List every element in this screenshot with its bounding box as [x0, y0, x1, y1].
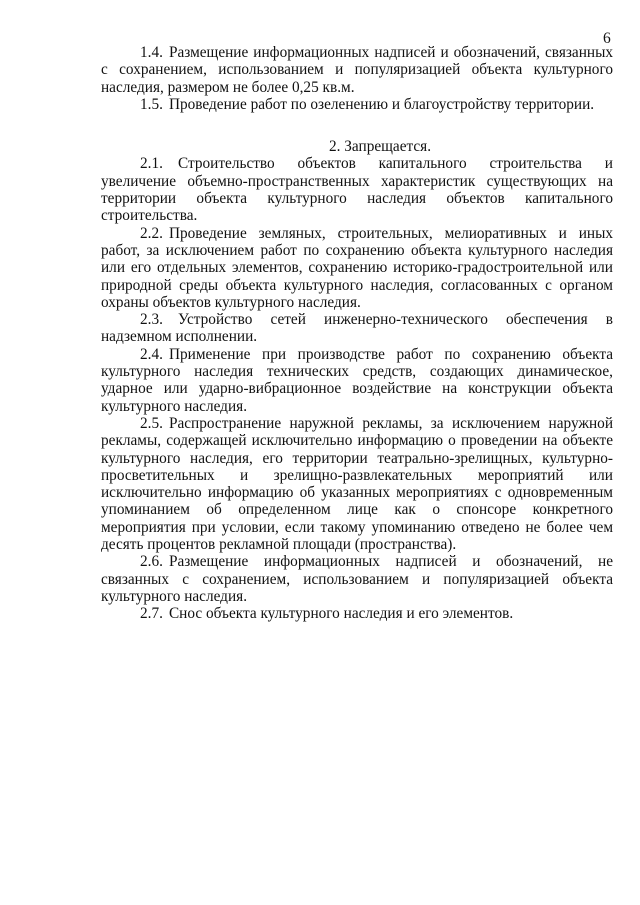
list-item-2-5 [101, 415, 613, 553]
item-text: Снос объекта культурного наследия и его элементов. [168, 605, 514, 623]
item-number: 2.5. [140, 414, 163, 432]
item-number: 2.1. [140, 155, 163, 173]
list-item-2-6 [101, 553, 613, 605]
item-text: Устройство сетей инженерно-технического обеспечения в надземном исполнении. [101, 311, 613, 346]
list-item-1-4 [101, 44, 613, 96]
item-number: 1.4. [140, 44, 163, 61]
list-item-2-7 [101, 605, 613, 622]
item-number: 2.3. [140, 311, 163, 329]
item-text: Размещение информационных надписей и обозначений, не связанных с сохранением, использованием и популяризацией объекта культурного наследия. [101, 553, 613, 605]
item-number: 2.2. [140, 224, 163, 242]
item-text: Распространение наружной рекламы, за исключением наружной рекламы, содержащей исключительно информацию о проведении на объекте культурного наследия, его территории театрально-зрелищных, культурно-просветительных и зрелищно-развлекательных мероприятий или исключительно информацию об указанных мероприятиях с одновременным упоминанием об определенном лице как о спонсоре конкретного мероприятия при условии, если такому упоминанию отведено не более чем десять процентов рекламной площади (пространства). [101, 414, 613, 554]
section-heading: 2. Запрещается. [328, 138, 432, 156]
item-number: 2.6. [140, 553, 163, 571]
item-text: Строительство объектов капитального строительства и увеличение объемно-пространственных характеристик существующих на территории объекта культурного наследия объектов капитального строительства. [101, 155, 613, 225]
item-text: Проведение земляных, строительных, мелиоративных и иных работ, за исключением работ по сохранению объекта культурного наследия или его отдельных элементов, сохранению историко-градостроительной или природной среды объекта культурного наследия, согласованных с органом охраны объектов культурного наследия. [101, 224, 613, 311]
document-body [101, 44, 613, 623]
list-item-2-4 [101, 346, 613, 415]
item-number: 2.4. [140, 345, 163, 363]
item-text: Размещение информационных надписей и обозначений, связанных с сохранением, использованием и популяризацией объекта культурного наследия, размером не более 0,25 кв.м. [101, 44, 613, 96]
list-item-2-1 [101, 155, 613, 224]
item-number: 2.7. [140, 605, 163, 623]
item-number: 1.5. [140, 95, 163, 113]
page-number: 6 [603, 30, 611, 47]
list-item-1-5 [101, 96, 613, 113]
list-item-2-3 [101, 311, 613, 346]
item-text: Проведение работ по озеленению и благоустройству территории. [168, 95, 595, 113]
item-text: Применение при производстве работ по сохранению объекта культурного наследия технических средств, создающих динамическое, ударное или ударно-вибрационное воздействие на конструкции объекта культурного наследия. [101, 345, 613, 415]
list-item-2-2 [101, 225, 613, 311]
